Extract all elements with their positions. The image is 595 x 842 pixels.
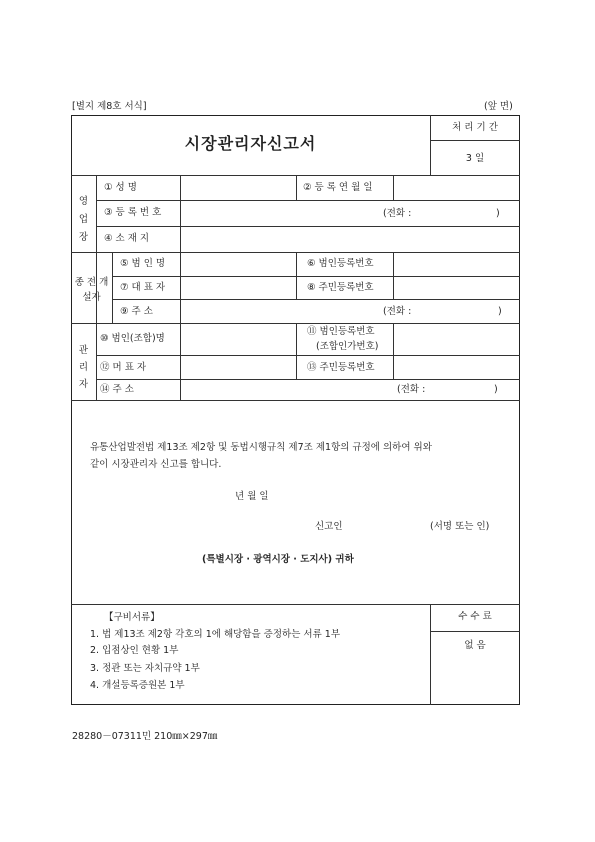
date-line: 년 월 일 [235,491,269,502]
fee-value: 없 음 [464,640,486,651]
declaration-line-1: 유통산업발전법 제13조 제2항 및 동법시행규칙 제7조 제1항의 규정에 의하여 위와 [90,442,432,453]
founder-corp-reg-label: ⑥ 범인등록번호 [307,258,374,269]
store-name-field[interactable] [182,177,294,198]
founder-corp-reg-field[interactable] [395,254,518,274]
manager-union-label: (조합인가번호) [316,341,379,352]
founder-rep-label: ⑦ 대 표 자 [120,282,166,293]
store-birth-label: ② 등 록 연 월 일 [303,182,373,193]
founder-address-label: ⑨ 주 소 [120,306,153,317]
manager-corp-reg-field[interactable] [395,325,518,353]
manager-corp-name-label: ⑩ 범인(조합)명 [100,333,165,344]
fee-label: 수 수 료 [458,611,492,622]
founder-address-field[interactable] [182,301,518,321]
declaration-line-2: 같이 시장관리자 신고를 합니다. [90,459,222,470]
founder-resident-label: ⑧ 주민등록번호 [307,282,374,293]
store-reg-label: ③ 등 록 번 호 [104,207,162,218]
founder-rep-field[interactable] [182,278,294,297]
reporter-label: 신고인 [315,521,343,532]
manager-section-label: 관리자 [78,345,89,390]
manager-corp-name-field[interactable] [182,325,294,353]
founder-phone-open: (전화 : [383,306,412,317]
manager-address-field[interactable] [182,381,518,398]
store-section-label: 영업장 [78,196,89,243]
form-title: 시장관리자신고서 [184,134,317,153]
signature-label: (서명 또는 인) [430,521,490,532]
processing-label: 처 리 기 간 [452,122,498,133]
store-name-label: ① 성 명 [104,182,137,193]
manager-corp-reg-label: ⑪ 범인등록번호 [307,326,375,337]
recipient-line: (특별시장 · 광역시장 · 도지사) 귀하 [202,554,354,565]
store-phone-open: (전화 : [383,208,412,219]
manager-phone-close: ) [494,384,498,395]
store-birth-field[interactable] [395,177,518,198]
attachment-item: 2. 입점상인 현황 1부 [90,645,179,656]
page-side: (앞 면) [484,101,513,112]
store-address-label: ④ 소 재 지 [104,233,150,244]
processing-value: 3 일 [465,153,485,164]
store-address-field[interactable] [182,228,518,250]
manager-resident-field[interactable] [395,357,518,377]
manager-phone-open: (전화 : [397,384,426,395]
founder-resident-field[interactable] [395,278,518,297]
form-number: [별지 제8호 서식] [72,101,147,112]
founder-corp-name-field[interactable] [182,254,294,274]
attachments-title: 【구비서류】 [104,612,160,623]
store-phone-close: ) [496,208,500,219]
store-reg-field[interactable] [182,202,518,224]
manager-name-field[interactable] [182,357,294,377]
founder-phone-close: ) [498,306,502,317]
manager-resident-label: ⑬ 주민등록번호 [307,362,375,373]
manager-name-label: ⑫ 머 표 자 [100,362,147,373]
founder-corp-name-label: ⑤ 범 인 명 [120,258,166,269]
attachment-item: 4. 개설등록증원본 1부 [90,680,185,691]
attachment-item: 3. 정관 또는 자치규약 1부 [90,663,200,674]
attachment-item: 1. 법 제13조 제2항 각호의 1에 해당함을 증정하는 서류 1부 [90,629,341,640]
manager-address-label: ⑭ 주 소 [100,384,134,395]
founder-section-label: 종 전 개설자 [74,277,109,303]
form-footer: 28280－07311민 210㎜×297㎜ [72,731,218,742]
